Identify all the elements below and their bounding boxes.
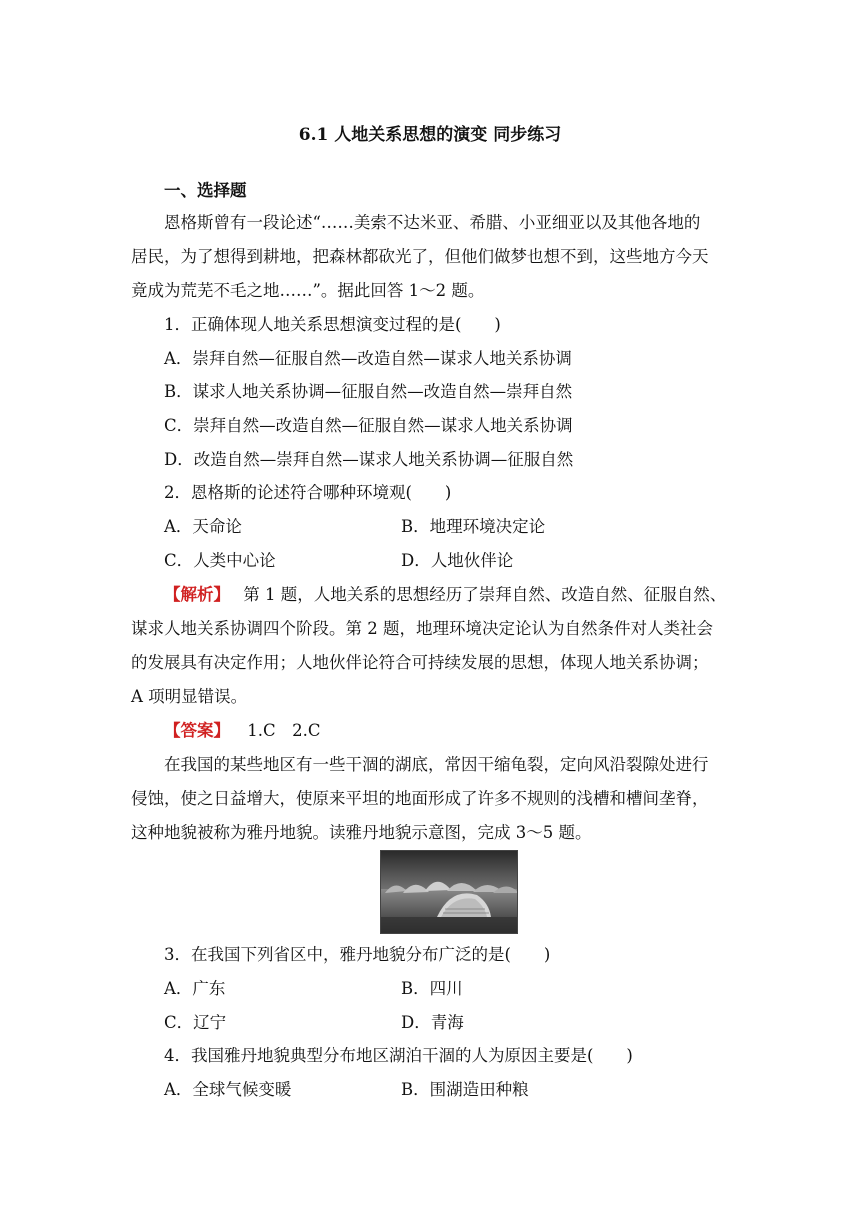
answer-line: [164, 720, 321, 742]
question-1-option-d: D．改造自然—崇拜自然—谋求人地关系协调—征服自然: [164, 450, 574, 469]
question-3-option-d: D．青海: [401, 1013, 464, 1032]
question-4-stem: 4．我国雅丹地貌典型分布地区湖泊干涸的人为原因主要是( ): [164, 1046, 633, 1065]
question-2-option-d: D．人地伙伴论: [401, 551, 514, 570]
question-1-stem: 1．正确体现人地关系思想演变过程的是( ): [164, 315, 501, 334]
analysis-text-1: 第 1 题，人地关系的思想经历了崇拜自然、改造自然、征服自然、: [243, 585, 727, 604]
analysis-label: 【解析】: [164, 585, 230, 604]
answer-text: 1.C 2.C: [247, 721, 321, 740]
question-3-option-a: A．广东: [164, 979, 226, 998]
answer-label: 【答案】: [164, 721, 230, 740]
analysis-line-2: 谋求人地关系协调四个阶段。第 2 题，地理环境决定论认为自然条件对人类社会: [131, 619, 713, 638]
question-4-option-a: A．全球气候变暖: [164, 1080, 292, 1099]
passage-line-1: 在我国的某些地区有一些干涸的湖底，常因干缩龟裂，定向风沿裂隙处进行: [164, 755, 709, 774]
question-2-stem: 2．恩格斯的论述符合哪种环境观( ): [164, 483, 452, 502]
analysis-line-4: A 项明显错误。: [131, 687, 248, 706]
question-2-option-c: C．人类中心论: [164, 551, 276, 570]
question-3-option-b: B．四川: [401, 979, 463, 998]
question-3-option-c: C．辽宁: [164, 1013, 227, 1032]
analysis-line-1: [164, 584, 726, 606]
analysis-line-3: 的发展具有决定作用；人地伙伴论符合可持续发展的思想，体现人地关系协调；: [131, 653, 709, 672]
question-1-option-a: A．崇拜自然—征服自然—改造自然—谋求人地关系协调: [164, 349, 572, 368]
page-title: 6.1 人地关系思想的演变 同步练习: [298, 125, 562, 145]
question-1-option-b: B．谋求人地关系协调—征服自然—改造自然—崇拜自然: [164, 382, 573, 401]
question-1-option-c: C．崇拜自然—改造自然—征服自然—谋求人地关系协调: [164, 416, 573, 435]
intro-line-2: 居民，为了想得到耕地，把森林都砍光了，但他们做梦也想不到，这些地方今天: [131, 247, 709, 266]
yardang-landform-photo: [380, 850, 518, 934]
passage-line-2: 侵蚀，使之日益增大，使原来平坦的地面形成了许多不规则的浅槽和槽间垄脊，: [131, 789, 709, 808]
passage-line-3: 这种地貌被称为雅丹地貌。读雅丹地貌示意图，完成 3～5 题。: [131, 823, 592, 842]
intro-line-1: 恩格斯曾有一段论述“……美索不达米亚、希腊、小亚细亚以及其他各地的: [164, 213, 701, 232]
question-3-stem: 3．在我国下列省区中，雅丹地貌分布广泛的是( ): [164, 945, 551, 964]
question-4-option-b: B．围湖造田种粮: [401, 1080, 529, 1099]
intro-line-3: 竟成为荒芜不毛之地……”。据此回答 1～2 题。: [131, 281, 485, 300]
question-2-option-a: A．天命论: [164, 517, 242, 536]
section-heading: 一、选择题: [164, 181, 247, 200]
question-2-option-b: B．地理环境决定论: [401, 517, 546, 536]
